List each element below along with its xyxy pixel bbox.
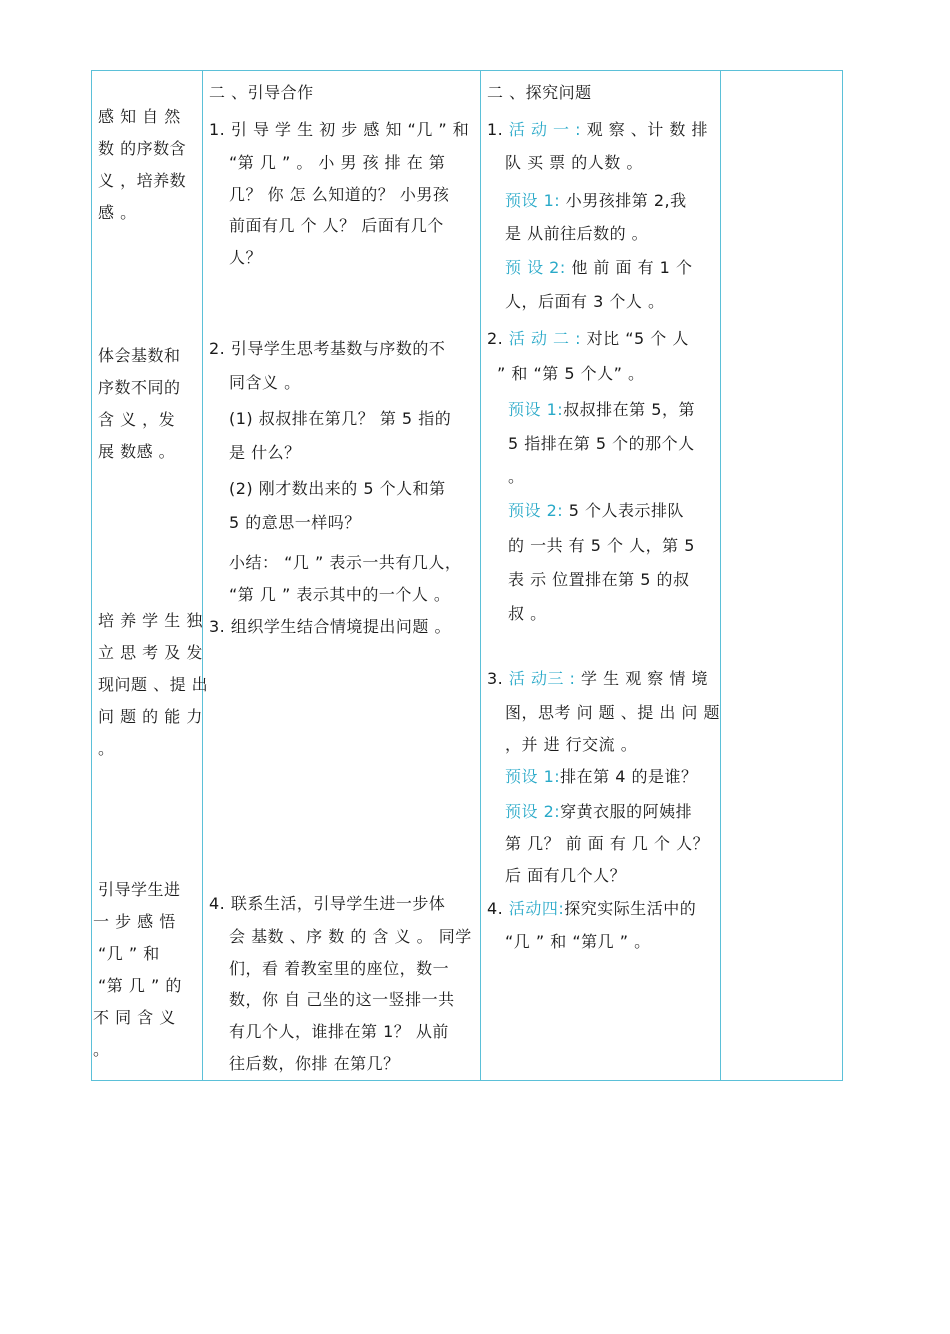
activity-2 xyxy=(487,329,689,349)
goal-line: 一 步 感 悟 xyxy=(93,912,176,931)
activity-3 xyxy=(487,669,708,689)
goal-line: 感 。 xyxy=(98,203,137,222)
goals-column xyxy=(92,71,209,1080)
goal-line: 培 养 学 生 独 xyxy=(98,611,203,630)
teacher-line: 4. 联系生活，引导学生进一步体 xyxy=(209,894,446,913)
goal-line: 不 同 含 义 xyxy=(93,1008,176,1027)
preset-text: 穿黄衣服的阿姨排 xyxy=(560,802,693,821)
goal-line: 引导学生进 xyxy=(98,880,181,899)
goal-line: 体会基数和 xyxy=(98,346,181,365)
teacher-line: 几？ 你 怎 么知道的？ 小男孩 xyxy=(229,185,450,204)
teacher-line: 有几个人，谁排在第 1？ 从前 xyxy=(229,1022,449,1041)
teacher-line: “第 几 ” 表示其中的一个人 。 xyxy=(229,585,451,604)
teacher-line: 3. 组织学生结合情境提出问题 。 xyxy=(209,617,451,636)
teacher-column xyxy=(203,71,480,1080)
activity-line: ，并 进 行交流 。 xyxy=(505,735,638,754)
preset-text: 排在第 4 的是谁？ xyxy=(560,767,698,786)
preset-line: 表 示 位置排在第 5 的叔 xyxy=(508,570,690,589)
preset-label: 预设 1: xyxy=(505,767,561,786)
preset-line xyxy=(505,258,692,278)
goal-line: 感 知 自 然 xyxy=(98,107,181,126)
teacher-heading: 二 、引导合作 xyxy=(209,83,314,102)
activity-text: 对比 “5 个 人 xyxy=(581,329,689,348)
activity-line: 队 买 票 的人数 。 xyxy=(505,153,643,172)
preset-line: 的 一共 有 5 个 人，第 5 xyxy=(508,536,695,555)
student-column xyxy=(481,71,720,1080)
teacher-line: 们，看 着教室里的座位，数一 xyxy=(229,959,450,978)
activity-line: “几 ” 和 “第几 ” 。 xyxy=(505,932,651,951)
teacher-line: 数，你 自 己坐的这一竖排一共 xyxy=(229,990,455,1009)
activity-label: 活 动 一 : xyxy=(508,120,582,139)
preset-label: 预设 2: xyxy=(508,501,564,520)
preset-line: 第 几？ 前 面 有 几 个 人？ xyxy=(505,834,710,853)
activity-line: 图，思考 问 题 、提 出 问 题 xyxy=(505,703,721,722)
preset-text: 叔叔排在第 5，第 xyxy=(563,400,695,419)
activity-text: 探究实际生活中的 xyxy=(564,899,697,918)
preset-line: 是 从前往后数的 。 xyxy=(505,224,649,243)
notes-column xyxy=(721,71,842,1080)
teacher-line: 往后数，你排 在第几？ xyxy=(229,1054,400,1073)
activity-text: 观 察 、计 数 排 xyxy=(581,120,708,139)
teacher-line: (2) 刚才数出来的 5 个人和第 xyxy=(229,479,446,498)
preset-line xyxy=(508,501,684,521)
teacher-line: 同含义 。 xyxy=(229,373,301,392)
preset-line xyxy=(505,802,692,822)
teacher-line: 1. 引 导 学 生 初 步 感 知 “几 ” 和 xyxy=(209,120,470,139)
activity-line: ” 和 “第 5 个人” 。 xyxy=(497,364,645,383)
goal-line: “几 ” 和 xyxy=(98,944,160,963)
preset-line: 后 面有几个人？ xyxy=(505,866,627,885)
goal-line: “第 几 ” 的 xyxy=(98,976,182,995)
goal-line: 数 的序数含 xyxy=(98,139,187,158)
preset-label: 预设 2: xyxy=(505,802,561,821)
goal-line: 序数不同的 xyxy=(98,378,181,397)
activity-number: 1. xyxy=(487,120,504,139)
preset-line xyxy=(508,400,695,420)
preset-text: 5 个人表示排队 xyxy=(563,501,685,520)
preset-label: 预设 1: xyxy=(508,400,564,419)
preset-line: 5 指排在第 5 个的那个人 xyxy=(508,434,695,453)
preset-text: 小男孩排第 2,我 xyxy=(560,191,687,210)
goal-line: 立 思 考 及 发 xyxy=(98,643,203,662)
teacher-line: (1) 叔叔排在第几？ 第 5 指的 xyxy=(229,409,452,428)
activity-1 xyxy=(487,120,708,140)
activity-label: 活动四: xyxy=(508,899,565,918)
teacher-line: 是 什么？ xyxy=(229,443,301,462)
activity-label: 活 动三 : xyxy=(508,669,576,688)
activity-number: 3. xyxy=(487,669,504,688)
teacher-line: “第 几 ” 。 小 男 孩 排 在 第 xyxy=(229,153,446,172)
activity-label: 活 动 二 : xyxy=(508,329,582,348)
goal-line: 问 题 的 能 力 xyxy=(98,707,203,726)
lesson-table xyxy=(91,70,843,1081)
goal-line: 。 xyxy=(93,1040,110,1059)
goal-line: 义 ，培养数 xyxy=(98,171,187,190)
goal-line: 展 数感 。 xyxy=(98,442,176,461)
student-heading: 二 、探究问题 xyxy=(487,83,592,102)
teacher-line: 会 基数 、序 数 的 含 义 。 同学 xyxy=(229,927,472,946)
activity-4 xyxy=(487,899,696,919)
preset-label: 预 设 2: xyxy=(505,258,566,277)
activity-number: 2. xyxy=(487,329,504,348)
teacher-line: 5 的意思一样吗？ xyxy=(229,513,361,532)
goal-line: 现问题 、提 出 xyxy=(98,675,209,694)
teacher-line: 前面有几 个 人？ 后面有几个 xyxy=(229,216,444,235)
preset-line xyxy=(505,191,687,211)
preset-line: 。 xyxy=(508,467,525,486)
teacher-line: 小结： “几 ” 表示一共有几人， xyxy=(229,553,462,572)
goal-line: 含 义 ，发 xyxy=(98,410,176,429)
goal-line: 。 xyxy=(98,739,115,758)
preset-line xyxy=(505,767,698,787)
teacher-line: 2. 引导学生思考基数与序数的不 xyxy=(209,339,446,358)
activity-text: 学 生 观 察 情 境 xyxy=(575,669,708,688)
preset-label: 预设 1: xyxy=(505,191,561,210)
activity-number: 4. xyxy=(487,899,504,918)
preset-text: 他 前 面 有 1 个 xyxy=(565,258,693,277)
preset-line: 叔 。 xyxy=(508,604,547,623)
teacher-line: 人？ xyxy=(229,248,263,267)
preset-line: 人，后面有 3 个人 。 xyxy=(505,292,665,311)
